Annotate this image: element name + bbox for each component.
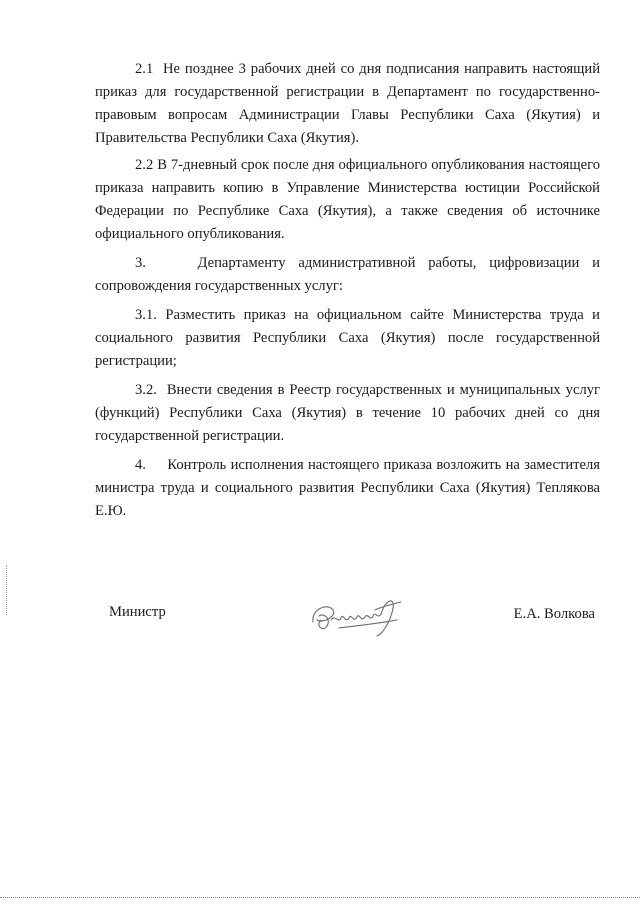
paragraph-text: Внести сведения в Реестр государственных и муниципальных услуг (функций) Республики Саха (Якутия) в течение 10 рабочих дней со дня государственной регистрации. (95, 382, 601, 444)
scan-edge-mark (6, 565, 8, 615)
signatory-name: Е.А. Волкова (513, 606, 595, 622)
paragraph-3 (95, 252, 600, 298)
paragraph-number: 2.2 (135, 157, 154, 173)
document-body (95, 58, 600, 529)
paragraph-text: В 7-дневный срок после дня официального опубликования настоящего приказа направить копию в Управление Министерства юстиции Российской Федерации по Республике Саха (Якутия), а также сведения об источнике официального опубликования. (95, 157, 600, 242)
paragraph-text: Разместить приказ на официальном сайте Министерства труда и социального развития Республики Саха (Якутия) после государственной регистрации; (95, 307, 600, 369)
paragraph-2-2 (95, 154, 600, 246)
paragraph-number: 4. (135, 457, 146, 473)
paragraph-number: 3. (135, 255, 146, 271)
paragraph-text: Контроль исполнения настоящего приказа возложить на заместителя министра труда и социального развития Республики Саха (Якутия) Теплякова Е.Ю. (95, 457, 600, 519)
paragraph-4 (95, 454, 600, 523)
paragraph-text: Департаменту административной работы, цифровизации и сопровождения государственных услуг: (95, 255, 600, 294)
paragraph-2-1 (95, 58, 600, 150)
signature-block (95, 598, 595, 648)
paragraph-3-1 (95, 304, 600, 373)
paragraph-number: 3.2. (135, 382, 157, 398)
paragraph-3-2 (95, 379, 600, 448)
paragraph-number: 3.1. (135, 307, 157, 323)
handwritten-signature (305, 590, 415, 640)
scan-bottom-edge (0, 897, 640, 898)
signatory-title: Министр (109, 604, 166, 620)
paragraph-text: Не позднее 3 рабочих дней со дня подписания направить настоящий приказ для государственной регистрации в Департамент по государственно-правовым вопросам Администрации Главы Республики Саха (Якутия) и Правительства Республики Саха (Якутия). (95, 61, 601, 146)
paragraph-number: 2.1 (135, 61, 154, 77)
